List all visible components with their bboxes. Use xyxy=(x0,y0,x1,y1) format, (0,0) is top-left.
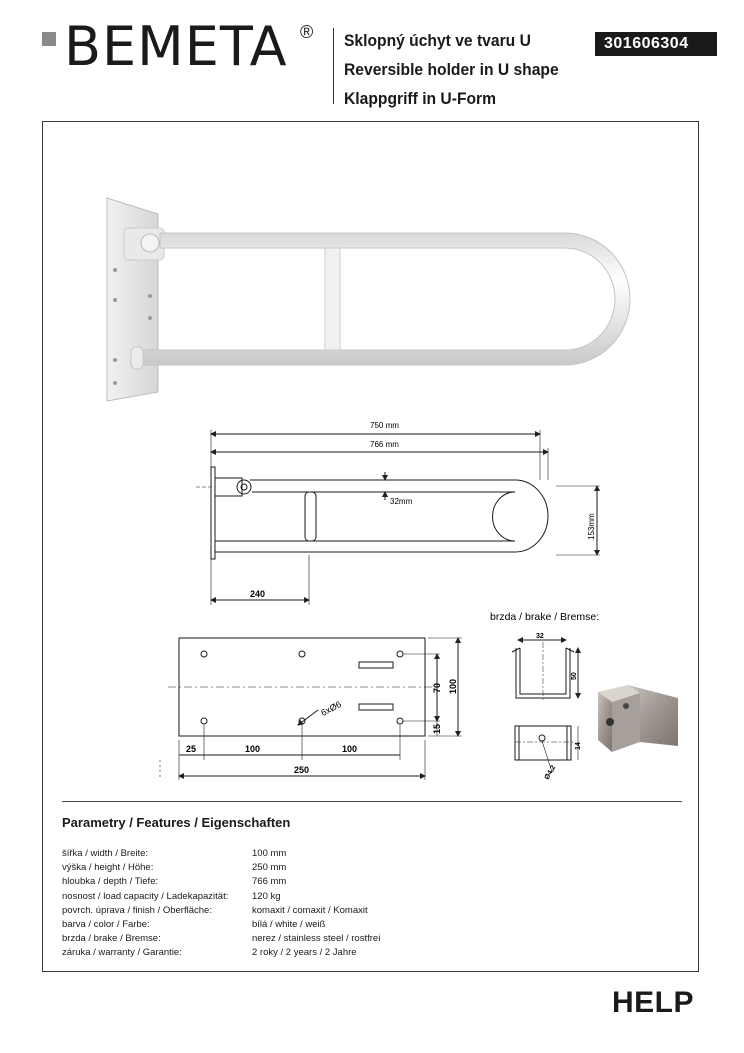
feature-value: 120 kg xyxy=(252,890,281,902)
feature-value: komaxit / comaxit / Komaxit xyxy=(252,904,368,916)
brake-dim-32: 32 xyxy=(536,633,544,640)
brake-dim-hole: Ø4,2 xyxy=(543,764,558,781)
feature-value: 2 roky / 2 years / 2 Jahre xyxy=(252,947,357,959)
feature-label: záruka / warranty / Garantie: xyxy=(62,947,182,959)
dim-250: 250 xyxy=(294,765,310,775)
feature-value: nerez / stainless steel / rostfrei xyxy=(252,933,381,945)
dim-240: 240 xyxy=(250,589,266,599)
side-view-drawing xyxy=(196,430,600,605)
logo-wordmark: BEMETA xyxy=(64,15,288,78)
brake-dim-50: 50 xyxy=(571,672,578,680)
product-photo xyxy=(107,198,630,401)
registered-mark: ® xyxy=(300,22,314,42)
feature-label: brzda / brake / Bremse: xyxy=(62,933,161,945)
dim-100-left: 100 xyxy=(245,744,261,754)
dim-32mm: 32mm xyxy=(390,497,413,506)
dim-153mm: 153mm xyxy=(587,513,596,540)
title-en: Reversible holder in U shape xyxy=(344,60,559,79)
title-cz: Sklopný úchyt ve tvaru U xyxy=(344,31,531,50)
feature-label: výška / height / Höhe: xyxy=(62,862,154,874)
mounting-plate-drawing xyxy=(160,638,462,780)
brake-drawing xyxy=(512,640,578,772)
feature-label: barva / color / Farbe: xyxy=(62,918,150,930)
product-code: 301606304 xyxy=(595,32,717,56)
feature-label: nosnost / load capacity / Ladekapazität: xyxy=(62,890,229,902)
dim-70: 70 xyxy=(432,682,442,693)
feature-value: bílá / white / weiß xyxy=(252,918,326,930)
dim-750: 750 mm xyxy=(370,421,399,430)
feature-value: 100 mm xyxy=(252,848,287,859)
brake-photo xyxy=(598,685,678,752)
dim-25: 25 xyxy=(186,744,197,754)
feature-value: 250 mm xyxy=(252,862,287,874)
feature-value: 766 mm xyxy=(252,876,287,888)
brake-dim-14: 14 xyxy=(575,742,582,750)
title-de: Klappgriff in U-Form xyxy=(344,89,497,108)
dim-holes: 6xØ6 xyxy=(319,699,343,718)
feature-label: šířka / width / Breite: xyxy=(62,848,149,859)
dim-766: 766 mm xyxy=(370,440,399,449)
feature-label: povrch. úprava / finish / Oberfläche: xyxy=(62,904,212,916)
dim-15: 15 xyxy=(432,723,442,734)
section-divider xyxy=(62,801,682,802)
series-name: HELP xyxy=(612,986,695,1019)
brake-label: brzda / brake / Bremse: xyxy=(490,611,600,623)
features-title: Parametry / Features / Eigenschaften xyxy=(62,815,291,830)
dim-100-right: 100 xyxy=(342,744,358,754)
dim-plate-100: 100 xyxy=(448,678,458,694)
feature-label: hloubka / depth / Tiefe: xyxy=(62,876,159,888)
